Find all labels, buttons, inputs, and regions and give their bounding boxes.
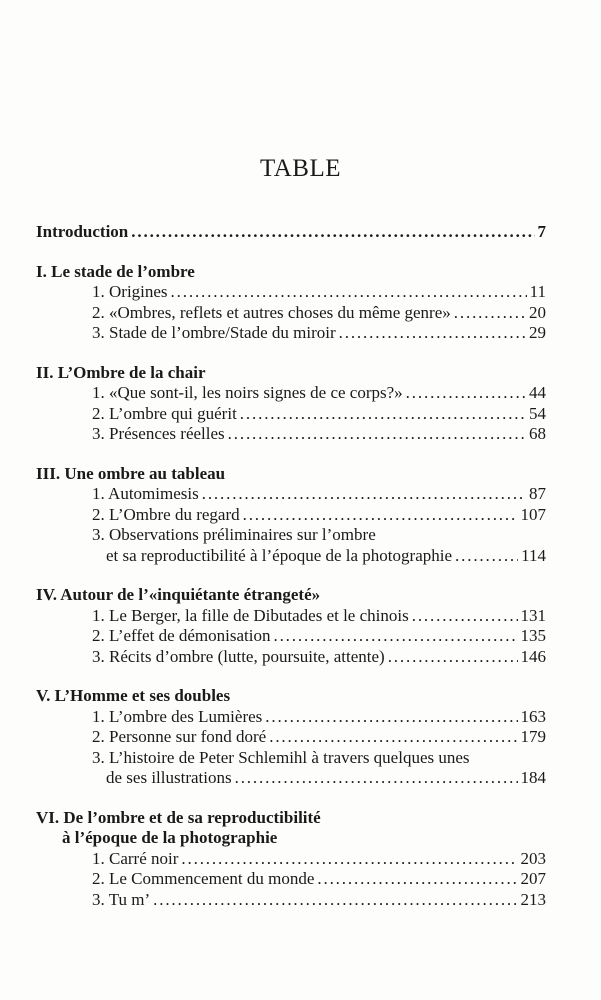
toc-section-2: [36, 363, 546, 445]
toc-entry-page: 20: [529, 302, 546, 322]
toc-entry: [36, 505, 546, 526]
toc-entry-label: 1. «Que sont-il, les noirs signes de ce corps?»: [92, 383, 403, 402]
toc-entry-label: 1. Automimesis: [92, 484, 199, 503]
dot-leader: [235, 768, 518, 789]
toc-entry-page: 146: [520, 646, 546, 666]
dot-leader: [240, 404, 526, 425]
toc-entry-label: 1. Le Berger, la fille de Dibutades et le chinois: [92, 605, 409, 625]
toc-entry-line1: 3. Observations préliminaires sur l’ombre: [92, 525, 376, 544]
dot-leader: [131, 222, 534, 243]
section-heading: V. L’Homme et ses doubles: [36, 686, 231, 705]
toc-entry-page: 54: [529, 403, 546, 423]
dot-leader: [269, 727, 517, 748]
table-of-contents: [36, 222, 546, 910]
toc-entry: [36, 404, 546, 425]
toc-entry-page: 11: [529, 282, 546, 301]
toc-entry-page: 163: [520, 706, 546, 726]
dot-leader: [455, 546, 518, 567]
dot-leader: [243, 505, 518, 526]
toc-entry-label: 2. L’ombre qui guérit: [92, 403, 237, 423]
dot-leader: [273, 626, 517, 647]
toc-entry-line1: 3. L’histoire de Peter Schlemihl à travers quelques unes: [92, 747, 470, 767]
section-heading: III. Une ombre au tableau: [36, 463, 226, 483]
toc-entry-label: 2. Le Commencement du monde: [92, 869, 315, 888]
dot-leader: [265, 707, 517, 728]
toc-entry: [36, 849, 546, 870]
dot-leader: [412, 606, 518, 627]
page-title: TABLE: [259, 155, 342, 182]
toc-entry-label: 2. Personne sur fond doré: [92, 727, 267, 746]
dot-leader: [202, 484, 526, 505]
toc-entry-label: 3. Tu m’: [92, 889, 151, 909]
toc-entry-label: 1. L’ombre des Lumières: [92, 706, 263, 726]
toc-entry-page: 87: [529, 484, 546, 503]
toc-entry-page: 68: [529, 424, 546, 443]
dot-leader: [339, 323, 526, 344]
toc-entry-label: 3. Présences réelles: [92, 424, 225, 443]
toc-entry-page: 179: [520, 727, 546, 746]
toc-introduction: [36, 222, 546, 243]
toc-section-5: [36, 686, 546, 789]
toc-entry-label: 1. Carré noir: [92, 848, 179, 868]
toc-entry: [36, 626, 546, 647]
toc-entry: [36, 869, 546, 890]
toc-entry-page: 44: [529, 383, 546, 402]
toc-entry-page: 213: [520, 889, 546, 909]
toc-entry: [36, 282, 546, 303]
toc-entry-label: 3. Récits d’ombre (lutte, poursuite, attente): [92, 646, 385, 666]
section-heading: II. L’Ombre de la chair: [36, 362, 206, 382]
dot-leader: [153, 890, 517, 911]
dot-leader: [181, 849, 517, 870]
toc-entry: [36, 768, 546, 789]
toc-entry-page: 29: [529, 323, 546, 342]
dot-leader: [454, 303, 526, 324]
toc-entry-label: de ses illustrations: [106, 768, 232, 787]
toc-entry-label: et sa reproductibilité à l’époque de la photographie: [106, 545, 453, 565]
dot-leader: [388, 647, 518, 668]
dot-leader: [317, 869, 517, 890]
toc-entry: [36, 727, 546, 748]
toc-entry: [36, 383, 546, 404]
toc-section-4: [36, 585, 546, 667]
toc-entry: [36, 707, 546, 728]
toc-entry-page: 114: [521, 545, 546, 565]
toc-entry: [36, 890, 546, 911]
toc-entry-page: 207: [520, 869, 546, 888]
toc-section-3: [36, 464, 546, 567]
section-heading: VI. De l’ombre et de sa reproductibilité: [36, 807, 321, 827]
toc-entry-page: 184: [520, 768, 546, 787]
toc-section-1: [36, 262, 546, 344]
toc-entry-label: 2. L’effet de démonisation: [92, 626, 271, 645]
toc-entry-label: 2. «Ombres, reflets et autres choses du même genre»: [92, 302, 451, 322]
section-heading-line2: à l’époque de la photographie: [62, 828, 278, 847]
toc-entry: [36, 424, 546, 445]
toc-entry-page: 7: [537, 222, 546, 241]
toc-entry: [36, 606, 546, 627]
section-heading: I. Le stade de l’ombre: [36, 261, 195, 281]
toc-entry-introduction: [36, 222, 546, 243]
toc-entry: [36, 484, 546, 505]
dot-leader: [171, 282, 527, 303]
toc-entry-page: 135: [520, 626, 546, 645]
toc-entry-label: 2. L’Ombre du regard: [92, 504, 240, 524]
toc-entry-label: 3. Stade de l’ombre/Stade du miroir: [92, 323, 336, 342]
toc-section-6: [36, 808, 546, 911]
dot-leader: [406, 383, 526, 404]
toc-entry-page: 131: [520, 605, 546, 625]
toc-entry-page: 107: [520, 504, 546, 524]
toc-entry: [36, 303, 546, 324]
dot-leader: [228, 424, 526, 445]
toc-entry-label: Introduction: [36, 222, 129, 241]
toc-entry-label: 1. Origines: [92, 282, 168, 301]
toc-entry: [36, 647, 546, 668]
toc-entry: [36, 546, 546, 567]
toc-entry-page: 203: [520, 848, 546, 868]
section-heading: IV. Autour de l’«inquiétante étrangeté»: [36, 585, 321, 604]
toc-entry: [36, 323, 546, 344]
